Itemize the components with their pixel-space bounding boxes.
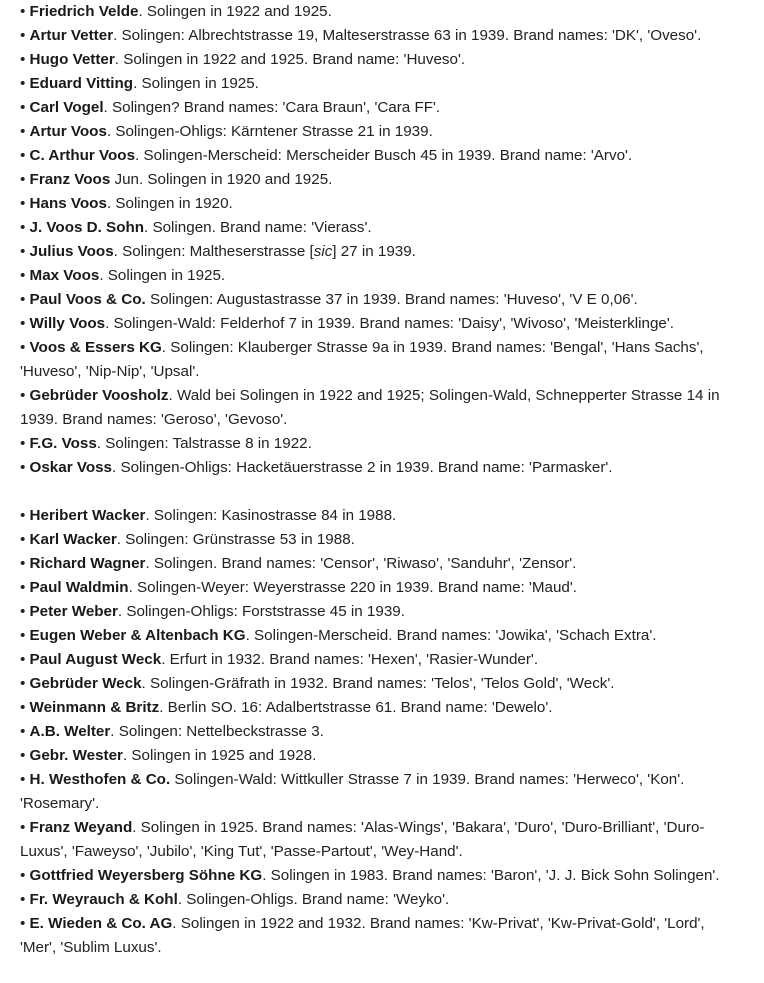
entry-description: . Solingen-Merscheid. Brand names: 'Jowika', 'Schach Extra'. [245,627,657,644]
section-gap [20,480,744,504]
entry-description: . Erfurt in 1932. Brand names: 'Hexen', 'Rasier-Wunder'. [161,651,539,668]
company-name: Richard Wagner [29,555,146,572]
list-item: • Franz Weyand. Solingen in 1925. Brand names: 'Alas-Wings', 'Bakara', 'Duro', 'Duro-Brilliant', 'Duro-Luxus', 'Faweyso', 'Jubilo', 'King Tut', 'Passe-Partout', 'Wey-Hand'. [20,819,705,860]
list-item: • Gottfried Weyersberg Söhne KG. Solingen in 1983. Brand names: 'Baron', 'J. J. Bick Sohn Solingen'. [20,867,720,884]
list-item: • Eduard Vitting. Solingen in 1925. [20,75,259,92]
entry-description: . Solingen. Brand name: 'Vierass'. [144,219,372,236]
list-item: • Richard Wagner. Solingen. Brand names: 'Censor', 'Riwaso', 'Sanduhr', 'Zensor'. [20,555,577,572]
entry-description: . Solingen-Weyer: Weyerstrasse 220 in 1939. Brand name: 'Maud'. [128,579,578,596]
entry-description: . Solingen in 1925. [133,75,259,92]
list-item: • Gebr. Wester. Solingen in 1925 and 1928. [20,747,317,764]
directory-listing [20,0,744,960]
company-name: Gebr. Wester [29,747,123,764]
company-name: Max Voos [29,267,100,284]
list-item: • Hans Voos. Solingen in 1920. [20,195,233,212]
list-item: • Artur Voos. Solingen-Ohligs: Kärntener Strasse 21 in 1939. [20,123,433,140]
list-item: • C. Arthur Voos. Solingen-Merscheid: Merscheider Busch 45 in 1939. Brand name: 'Arvo'. [20,147,633,164]
entry-description: Solingen: Augustastrasse 37 in 1939. Brand names: 'Huveso', 'V E 0,06'. [145,291,638,308]
list-item: • Willy Voos. Solingen-Wald: Felderhof 7 in 1939. Brand names: 'Daisy', 'Wivoso', 'Meisterklinge'. [20,315,674,332]
section-w-list [20,504,744,960]
company-name: Friedrich Velde [29,3,139,20]
entry-description: . Solingen in 1922 and 1925. Brand name: 'Huveso'. [114,51,466,68]
list-item: • Friedrich Velde. Solingen in 1922 and 1925. [20,3,332,20]
list-item: • F.G. Voss. Solingen: Talstrasse 8 in 1922. [20,435,312,452]
entry-description: . Solingen in 1925 and 1928. [122,747,317,764]
entry-description: . Solingen: Albrechtstrasse 19, Malteserstrasse 63 in 1939. Brand names: 'DK', 'Oveso'. [113,27,702,44]
entry-description: . Solingen: Kasinostrasse 84 in 1988. [145,507,397,524]
company-name: Franz Voos [29,171,111,188]
company-name: Eduard Vitting [29,75,134,92]
company-name: Artur Voos [29,123,107,140]
entry-description: Solingen-Wald: Wittkuller Strasse 7 in 1939. Brand names: 'Herweco', 'Kon'. 'Rosemary'. [20,771,685,812]
entry-description: Jun. Solingen in 1920 and 1925. [110,171,333,188]
entry-description: . Solingen-Ohligs: Forststrasse 45 in 1939. [117,603,405,620]
company-name: Paul Voos & Co. [29,291,146,308]
list-item: • A.B. Welter. Solingen: Nettelbeckstrasse 3. [20,723,324,740]
list-item: • Franz Voos Jun. Solingen in 1920 and 1925. [20,171,333,188]
company-name: F.G. Voss [29,435,97,452]
company-name: Voos & Essers KG [29,339,162,356]
entry-description: . Solingen in 1922 and 1925. [138,3,332,20]
entry-description: . Solingen. Brand names: 'Censor', 'Riwaso', 'Sanduhr', 'Zensor'. [145,555,577,572]
entry-description: . Solingen: Talstrasse 8 in 1922. [96,435,312,452]
company-name: Eugen Weber & Altenbach KG [29,627,246,644]
company-name: Gottfried Weyersberg Söhne KG [29,867,263,884]
entry-description: . Solingen-Ohligs. Brand name: 'Weyko'. [177,891,450,908]
entry-description: . Wald bei Solingen in 1922 and 1925; Solingen-Wald, Schnepperter Strasse 14 in 1939. Brand names: 'Geroso', 'Gevoso'. [20,387,720,428]
company-name: Julius Voos [29,243,114,260]
company-name: Willy Voos [29,315,106,332]
entry-description: . Solingen in 1922 and 1932. Brand names: 'Kw-Privat', 'Kw-Privat-Gold', 'Lord', 'Mer', 'Sublim Luxus'. [20,915,705,956]
company-name: Hans Voos [29,195,107,212]
company-name: Carl Vogel [29,99,104,116]
entry-description: . Solingen-Merscheid: Merscheider Busch 45 in 1939. Brand name: 'Arvo'. [135,147,633,164]
list-item: • Paul Waldmin. Solingen-Weyer: Weyerstrasse 220 in 1939. Brand name: 'Maud'. [20,579,578,596]
entry-description: . Solingen in 1983. Brand names: 'Baron', 'J. J. Bick Sohn Solingen'. [262,867,720,884]
list-item: • Artur Vetter. Solingen: Albrechtstrasse 19, Malteserstrasse 63 in 1939. Brand names: 'DK', 'Oveso'. [20,27,702,44]
company-name: Gebrüder Voosholz [29,387,169,404]
company-name: C. Arthur Voos [29,147,136,164]
entry-description: . Solingen? Brand names: 'Cara Braun', 'Cara FF'. [103,99,441,116]
list-item: • H. Westhofen & Co. Solingen-Wald: Wittkuller Strasse 7 in 1939. Brand names: 'Herweco', 'Kon'. 'Rosemary'. [20,771,685,812]
company-name: Paul August Weck [29,651,162,668]
section-v-list [20,0,744,480]
list-item: • Fr. Weyrauch & Kohl. Solingen-Ohligs. Brand name: 'Weyko'. [20,891,450,908]
list-item: • Gebrüder Voosholz. Wald bei Solingen in 1922 and 1925; Solingen-Wald, Schnepperter Strasse 14 in 1939. Brand names: 'Geroso', 'Gevoso'. [20,387,720,428]
entry-description: . Solingen: Nettelbeckstrasse 3. [110,723,324,740]
company-name: Fr. Weyrauch & Kohl [29,891,178,908]
company-name: Hugo Vetter [29,51,115,68]
sic-annotation: sic [313,243,333,260]
list-item: • E. Wieden & Co. AG. Solingen in 1922 and 1932. Brand names: 'Kw-Privat', 'Kw-Privat-Gold', 'Lord', 'Mer', 'Sublim Luxus'. [20,915,705,956]
list-item: • Heribert Wacker. Solingen: Kasinostrasse 84 in 1988. [20,507,397,524]
list-item: • Max Voos. Solingen in 1925. [20,267,226,284]
company-name: Oskar Voss [29,459,113,476]
entry-description: . Solingen-Gräfrath in 1932. Brand names: 'Telos', 'Telos Gold', 'Weck'. [141,675,615,692]
entry-description: . Berlin SO. 16: Adalbertstrasse 61. Brand name: 'Dewelo'. [159,699,553,716]
company-name: Gebrüder Weck [29,675,142,692]
entry-description: . Solingen-Wald: Felderhof 7 in 1939. Brand names: 'Daisy', 'Wivoso', 'Meisterklinge'. [105,315,674,332]
list-item: • Voos & Essers KG. Solingen: Klauberger Strasse 9a in 1939. Brand names: 'Bengal', 'Hans Sachs', 'Huveso', 'Nip-Nip', 'Upsal'. [20,339,704,380]
entry-description: . Solingen: Maltheserstrasse [ [113,243,314,260]
list-item: • Karl Wacker. Solingen: Grünstrasse 53 in 1988. [20,531,355,548]
entry-description: . Solingen in 1920. [106,195,233,212]
list-item: • Carl Vogel. Solingen? Brand names: 'Cara Braun', 'Cara FF'. [20,99,441,116]
company-name: Weinmann & Britz [29,699,160,716]
company-name: A.B. Welter [29,723,111,740]
list-item: • Paul August Weck. Erfurt in 1932. Brand names: 'Hexen', 'Rasier-Wunder'. [20,651,539,668]
list-item: • Hugo Vetter. Solingen in 1922 and 1925. Brand name: 'Huveso'. [20,51,466,68]
entry-description: . Solingen-Ohligs: Kärntener Strasse 21 in 1939. [106,123,433,140]
list-item: • Oskar Voss. Solingen-Ohligs: Hacketäuerstrasse 2 in 1939. Brand name: 'Parmasker'. [20,459,613,476]
entry-description: . Solingen in 1925. [99,267,226,284]
entry-description: . Solingen: Grünstrasse 53 in 1988. [116,531,355,548]
list-item: • Peter Weber. Solingen-Ohligs: Forststrasse 45 in 1939. [20,603,405,620]
list-item: • J. Voos D. Sohn. Solingen. Brand name: 'Vierass'. [20,219,372,236]
company-name: Artur Vetter [29,27,114,44]
entry-description: . Solingen in 1925. Brand names: 'Alas-Wings', 'Bakara', 'Duro', 'Duro-Brilliant', 'Duro-Luxus', 'Faweyso', 'Jubilo', 'King Tut', 'Passe-Partout', 'Wey-Hand'. [20,819,705,860]
entry-description: . Solingen: Klauberger Strasse 9a in 1939. Brand names: 'Bengal', 'Hans Sachs', 'Huveso', 'Nip-Nip', 'Upsal'. [20,339,704,380]
company-name: Franz Weyand [29,819,133,836]
company-name: H. Westhofen & Co. [29,771,171,788]
entry-description-tail: ] 27 in 1939. [332,243,416,260]
list-item: • Eugen Weber & Altenbach KG. Solingen-Merscheid. Brand names: 'Jowika', 'Schach Extra'. [20,627,657,644]
company-name: Heribert Wacker [29,507,146,524]
company-name: Karl Wacker [29,531,117,548]
company-name: E. Wieden & Co. AG [29,915,173,932]
list-item: • Paul Voos & Co. Solingen: Augustastrasse 37 in 1939. Brand names: 'Huveso', 'V E 0,06'. [20,291,638,308]
company-name: Peter Weber [29,603,118,620]
list-item: • Weinmann & Britz. Berlin SO. 16: Adalbertstrasse 61. Brand name: 'Dewelo'. [20,699,553,716]
list-item: • Gebrüder Weck. Solingen-Gräfrath in 1932. Brand names: 'Telos', 'Telos Gold', 'Weck'. [20,675,615,692]
entry-description: . Solingen-Ohligs: Hacketäuerstrasse 2 in 1939. Brand name: 'Parmasker'. [112,459,613,476]
company-name: Paul Waldmin [29,579,129,596]
company-name: J. Voos D. Sohn [29,219,145,236]
list-item: • Julius Voos. Solingen: Maltheserstrasse [sic] 27 in 1939. [20,243,416,260]
